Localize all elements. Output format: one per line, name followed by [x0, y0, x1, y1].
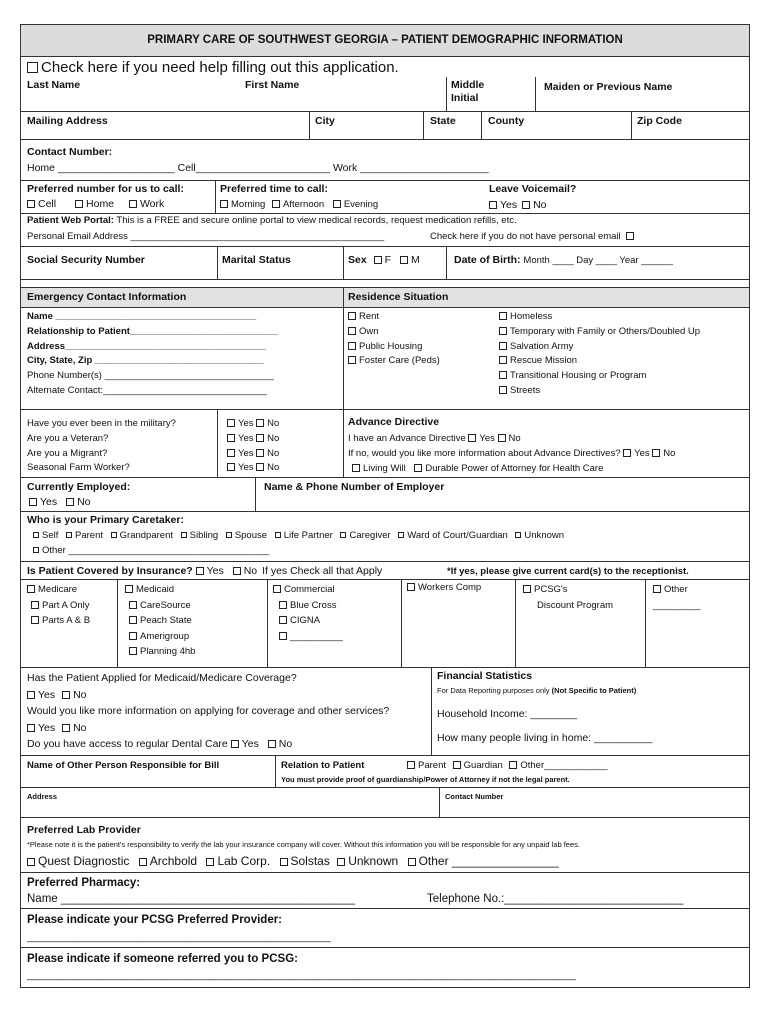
provider-label: Please indicate your PCSG Preferred Provider:: [27, 914, 283, 926]
first-name-label: First Name: [245, 79, 300, 91]
voicemail-no-checkbox[interactable]: [522, 201, 530, 209]
insurance-yes-checkbox[interactable]: [196, 567, 204, 575]
emergency-name-line[interactable]: Name ______________________________________: [27, 311, 257, 322]
portal-row: [27, 215, 517, 227]
relation-parent-checkbox[interactable]: [407, 761, 415, 769]
help-check-text: Check here if you need help filling out this application.: [41, 59, 399, 76]
portal-label: Patient Web Portal:: [27, 215, 114, 226]
caresource-checkbox[interactable]: [129, 601, 137, 609]
medicare-checkbox[interactable]: [27, 585, 35, 593]
info-no-checkbox[interactable]: [62, 724, 70, 732]
referred-line[interactable]: ______________________________________________________________________________________________: [27, 969, 576, 981]
financial-header: Financial Statistics: [437, 670, 533, 682]
caretaker-label: Who is your Primary Caretaker:: [27, 514, 184, 526]
dental-yes-checkbox[interactable]: [231, 740, 239, 748]
people-in-home-line[interactable]: How many people living in home: __________: [437, 732, 653, 744]
middle-initial-label: Middle Initial: [451, 79, 485, 105]
insurance-other: Other _________: [653, 584, 701, 611]
employed-yes-checkbox[interactable]: [29, 498, 37, 506]
own-checkbox[interactable]: [348, 327, 356, 335]
labcorp-checkbox[interactable]: [206, 858, 214, 866]
advance-info-yes-checkbox[interactable]: [623, 449, 631, 457]
emergency-header: Emergency Contact Information: [27, 291, 187, 303]
advance-yes-checkbox[interactable]: [468, 434, 476, 442]
form-title: PRIMARY CARE OF SOUTHWEST GEORGIA – PATIENT DEMOGRAPHIC INFORMATION: [21, 25, 749, 57]
farm-no-checkbox[interactable]: [256, 463, 264, 471]
emergency-city-line[interactable]: City, State, Zip ________________________________: [27, 355, 264, 367]
caretaker-unknown-checkbox[interactable]: [515, 532, 521, 538]
pharmacy-phone-line[interactable]: Telephone No.:____________________________: [427, 893, 684, 905]
commercial-group: Commercial Blue Cross CIGNA __________: [273, 582, 343, 644]
applied-questions: Has the Patient Applied for Medicaid/Medicare Coverage? Yes No Would you like more information on applying for coverage and other services? Yes No Do you have access to regular Dental Care Yes No: [27, 672, 390, 750]
marital-status-label: Marital Status: [222, 254, 291, 266]
ssn-label: Social Security Number: [27, 254, 145, 266]
financial-note: For Data Reporting purposes only (Not Specific to Patient): [437, 686, 637, 695]
archbold-checkbox[interactable]: [139, 858, 147, 866]
insurance-note: *If yes, please give current card(s) to the receptionist.: [447, 566, 689, 577]
employed-no-checkbox[interactable]: [66, 498, 74, 506]
email-line[interactable]: Personal Email Address ________________________________________________: [27, 231, 385, 242]
county-label: County: [488, 115, 525, 127]
dental-no-checkbox[interactable]: [268, 740, 276, 748]
dob-row: Date of Birth: Month ____ Day ____ Year ______: [454, 254, 673, 266]
salvation-army-checkbox[interactable]: [499, 342, 507, 350]
no-email-checkbox[interactable]: [626, 232, 634, 240]
sex-m-checkbox[interactable]: [400, 256, 408, 264]
insurance-no-checkbox[interactable]: [233, 567, 241, 575]
emergency-alternate-line[interactable]: Alternate Contact:_______________________________: [27, 384, 267, 396]
advance-header: Advance Directive: [348, 416, 440, 428]
planning-4hb-checkbox[interactable]: [129, 647, 137, 655]
pharmacy-label: Preferred Pharmacy:: [27, 877, 141, 889]
evening-checkbox[interactable]: [333, 200, 341, 208]
voicemail-yes-checkbox[interactable]: [489, 201, 497, 209]
emergency-address-line[interactable]: Address______________________________________: [27, 340, 266, 352]
city-label: City: [315, 115, 335, 127]
voicemail-label: Leave Voicemail?: [489, 183, 577, 195]
work-checkbox[interactable]: [129, 200, 137, 208]
caretaker-caregiver-checkbox[interactable]: [340, 532, 346, 538]
veteran-no-checkbox[interactable]: [256, 434, 264, 442]
preferred-time-label: Preferred time to call:: [220, 183, 328, 195]
farm-yes-checkbox[interactable]: [227, 463, 235, 471]
sex-f-checkbox[interactable]: [374, 256, 382, 264]
state-label: State: [430, 115, 456, 127]
lab-options: Quest Diagnostic Archbold Lab Corp. Solstas Unknown Other ________________: [27, 854, 559, 869]
household-income-line[interactable]: Household Income: ________: [437, 708, 578, 720]
contact-label: Contact Number:: [27, 146, 113, 158]
lab-unknown-checkbox[interactable]: [337, 858, 345, 866]
relation-other-checkbox[interactable]: [509, 761, 517, 769]
residence-header: Residence Situation: [348, 291, 449, 303]
portal-text: This is a FREE and secure online portal to view medical records, request medication refills, etc.: [116, 215, 517, 226]
military-yes-checkbox[interactable]: [227, 419, 235, 427]
caretaker-ward-checkbox[interactable]: [398, 532, 404, 538]
preferred-number-label: Preferred number for us to call:: [27, 183, 184, 195]
emergency-relationship-line[interactable]: Relationship to Patient____________________________: [27, 325, 278, 337]
applied-no-checkbox[interactable]: [62, 691, 70, 699]
maiden-name-label: Maiden or Previous Name: [544, 81, 673, 93]
caretaker-partner-checkbox[interactable]: [275, 532, 281, 538]
lab-other-checkbox[interactable]: [408, 858, 416, 866]
parts-ab-checkbox[interactable]: [31, 616, 39, 624]
pcsg-checkbox[interactable]: [523, 585, 531, 593]
no-email-row: Check here if you do not have personal email: [430, 231, 637, 243]
caretaker-options: Self Parent Grandparent Sibling Spouse Life Partner Caregiver Ward of Court/Guardian Unknown: [33, 530, 564, 542]
contact-line[interactable]: Home ____________________ Cell_______________________ Work ______________________: [27, 162, 489, 174]
military-no-checkbox[interactable]: [256, 419, 264, 427]
medicaid-checkbox[interactable]: [125, 585, 133, 593]
poa-checkbox[interactable]: [414, 464, 422, 472]
help-checkbox[interactable]: [27, 62, 38, 73]
veteran-yes-checkbox[interactable]: [227, 434, 235, 442]
migrant-yes-checkbox[interactable]: [227, 449, 235, 457]
referred-label: Please indicate if someone referred you to PCSG:: [27, 953, 298, 965]
migrant-no-checkbox[interactable]: [256, 449, 264, 457]
demographic-form: [20, 24, 750, 988]
voicemail-options: Yes No: [489, 199, 547, 212]
info-yes-checkbox[interactable]: [27, 724, 35, 732]
temporary-checkbox[interactable]: [499, 327, 507, 335]
responsible-address-label: Address: [27, 792, 58, 801]
peach-state-checkbox[interactable]: [129, 616, 137, 624]
employed-label: Currently Employed:: [27, 481, 131, 493]
cell-checkbox[interactable]: [27, 200, 35, 208]
quest-checkbox[interactable]: [27, 858, 35, 866]
streets-checkbox[interactable]: [499, 386, 507, 394]
guardianship-note: You must provide proof of guardianship/Power of Attorney if not the legal parent.: [281, 775, 570, 784]
morning-checkbox[interactable]: [220, 200, 228, 208]
responsible-name-label: Name of Other Person Responsible for Bill: [27, 760, 220, 771]
part-a-checkbox[interactable]: [31, 601, 39, 609]
employed-options: Yes No: [29, 496, 91, 509]
pharmacy-name-line[interactable]: Name ______________________________________________: [27, 893, 356, 905]
afternoon-checkbox[interactable]: [272, 200, 280, 208]
workers-comp: Workers Comp: [407, 582, 481, 594]
provider-line[interactable]: ____________________________________________________: [27, 931, 331, 943]
medicaid-group: Medicaid CareSource Peach State Amerigroup Planning 4hb: [125, 582, 195, 660]
pcsg-discount: PCSG's Discount Program: [523, 582, 613, 613]
advance-lines: I have an Advance Directive Yes No If no, would you like more information about Advance Directives? Yes No Living Will Durable Power of Attorney for Health Care: [348, 433, 676, 474]
preferred-number-options: Cell Home Work: [27, 198, 164, 211]
responsible-contact-label: Contact Number: [445, 792, 504, 801]
home-checkbox[interactable]: [75, 200, 83, 208]
mailing-address-label: Mailing Address: [27, 115, 108, 127]
advance-no-checkbox[interactable]: [498, 434, 506, 442]
transitional-checkbox[interactable]: [499, 371, 507, 379]
residence-right: Homeless Temporary with Family or Others/Doubled Up Salvation Army Rescue Mission Transitional Housing or Program Streets: [499, 310, 700, 399]
caretaker-spouse-checkbox[interactable]: [226, 532, 232, 538]
military-questions: Have you ever been in the military? Are you a Veteran? Are you a Migrant? Seasonal Farm Worker?: [27, 418, 176, 474]
commercial-other-checkbox[interactable]: [279, 632, 287, 640]
homeless-checkbox[interactable]: [499, 312, 507, 320]
caretaker-grandparent-checkbox[interactable]: [111, 532, 117, 538]
cigna-checkbox[interactable]: [279, 616, 287, 624]
lab-note: *Please note it is the patient's responsibility to verify the lab your insurance company will cover. Without this information you will be responsible for any unpaid lab fees.: [27, 840, 580, 849]
sex-row: Sex F M: [348, 254, 420, 266]
employer-label: Name & Phone Number of Employer: [264, 481, 445, 493]
foster-care-checkbox[interactable]: [348, 356, 356, 364]
insurance-other-checkbox[interactable]: [653, 585, 661, 593]
last-name-label: Last Name: [27, 79, 81, 91]
insurance-row: Is Patient Covered by Insurance? Yes No If yes Check all that Apply: [27, 565, 383, 577]
solstas-checkbox[interactable]: [280, 858, 288, 866]
rescue-mission-checkbox[interactable]: [499, 356, 507, 364]
help-check-row: [27, 59, 399, 78]
relation-guardian-checkbox[interactable]: [453, 761, 461, 769]
caretaker-sibling-checkbox[interactable]: [181, 532, 187, 538]
zip-label: Zip Code: [637, 115, 682, 127]
medicare-group: Medicare Part A Only Parts A & B: [27, 582, 90, 629]
workers-comp-checkbox[interactable]: [407, 583, 415, 591]
rent-checkbox[interactable]: [348, 312, 356, 320]
applied-yes-checkbox[interactable]: [27, 691, 35, 699]
commercial-checkbox[interactable]: [273, 585, 281, 593]
caretaker-self-checkbox[interactable]: [33, 532, 39, 538]
preferred-time-options: Morning Afternoon Evening: [220, 199, 378, 211]
emergency-phone-line[interactable]: Phone Number(s) ________________________________: [27, 370, 274, 382]
living-will-checkbox[interactable]: [352, 464, 360, 472]
relation-label: Relation to Patient: [281, 760, 365, 771]
emergency-lines[interactable]: [27, 310, 278, 399]
blue-cross-checkbox[interactable]: [279, 601, 287, 609]
advance-info-no-checkbox[interactable]: [652, 449, 660, 457]
caretaker-other: Other ______________________________________: [33, 545, 269, 557]
military-options: Yes No Yes No Yes No Yes No: [227, 417, 279, 476]
amerigroup-checkbox[interactable]: [129, 632, 137, 640]
public-housing-checkbox[interactable]: [348, 342, 356, 350]
caretaker-parent-checkbox[interactable]: [66, 532, 72, 538]
caretaker-other-checkbox[interactable]: [33, 547, 39, 553]
relation-options: Parent Guardian Other____________: [407, 760, 608, 772]
lab-label: Preferred Lab Provider: [27, 824, 141, 836]
residence-left: Rent Own Public Housing Foster Care (Peds): [348, 310, 440, 369]
